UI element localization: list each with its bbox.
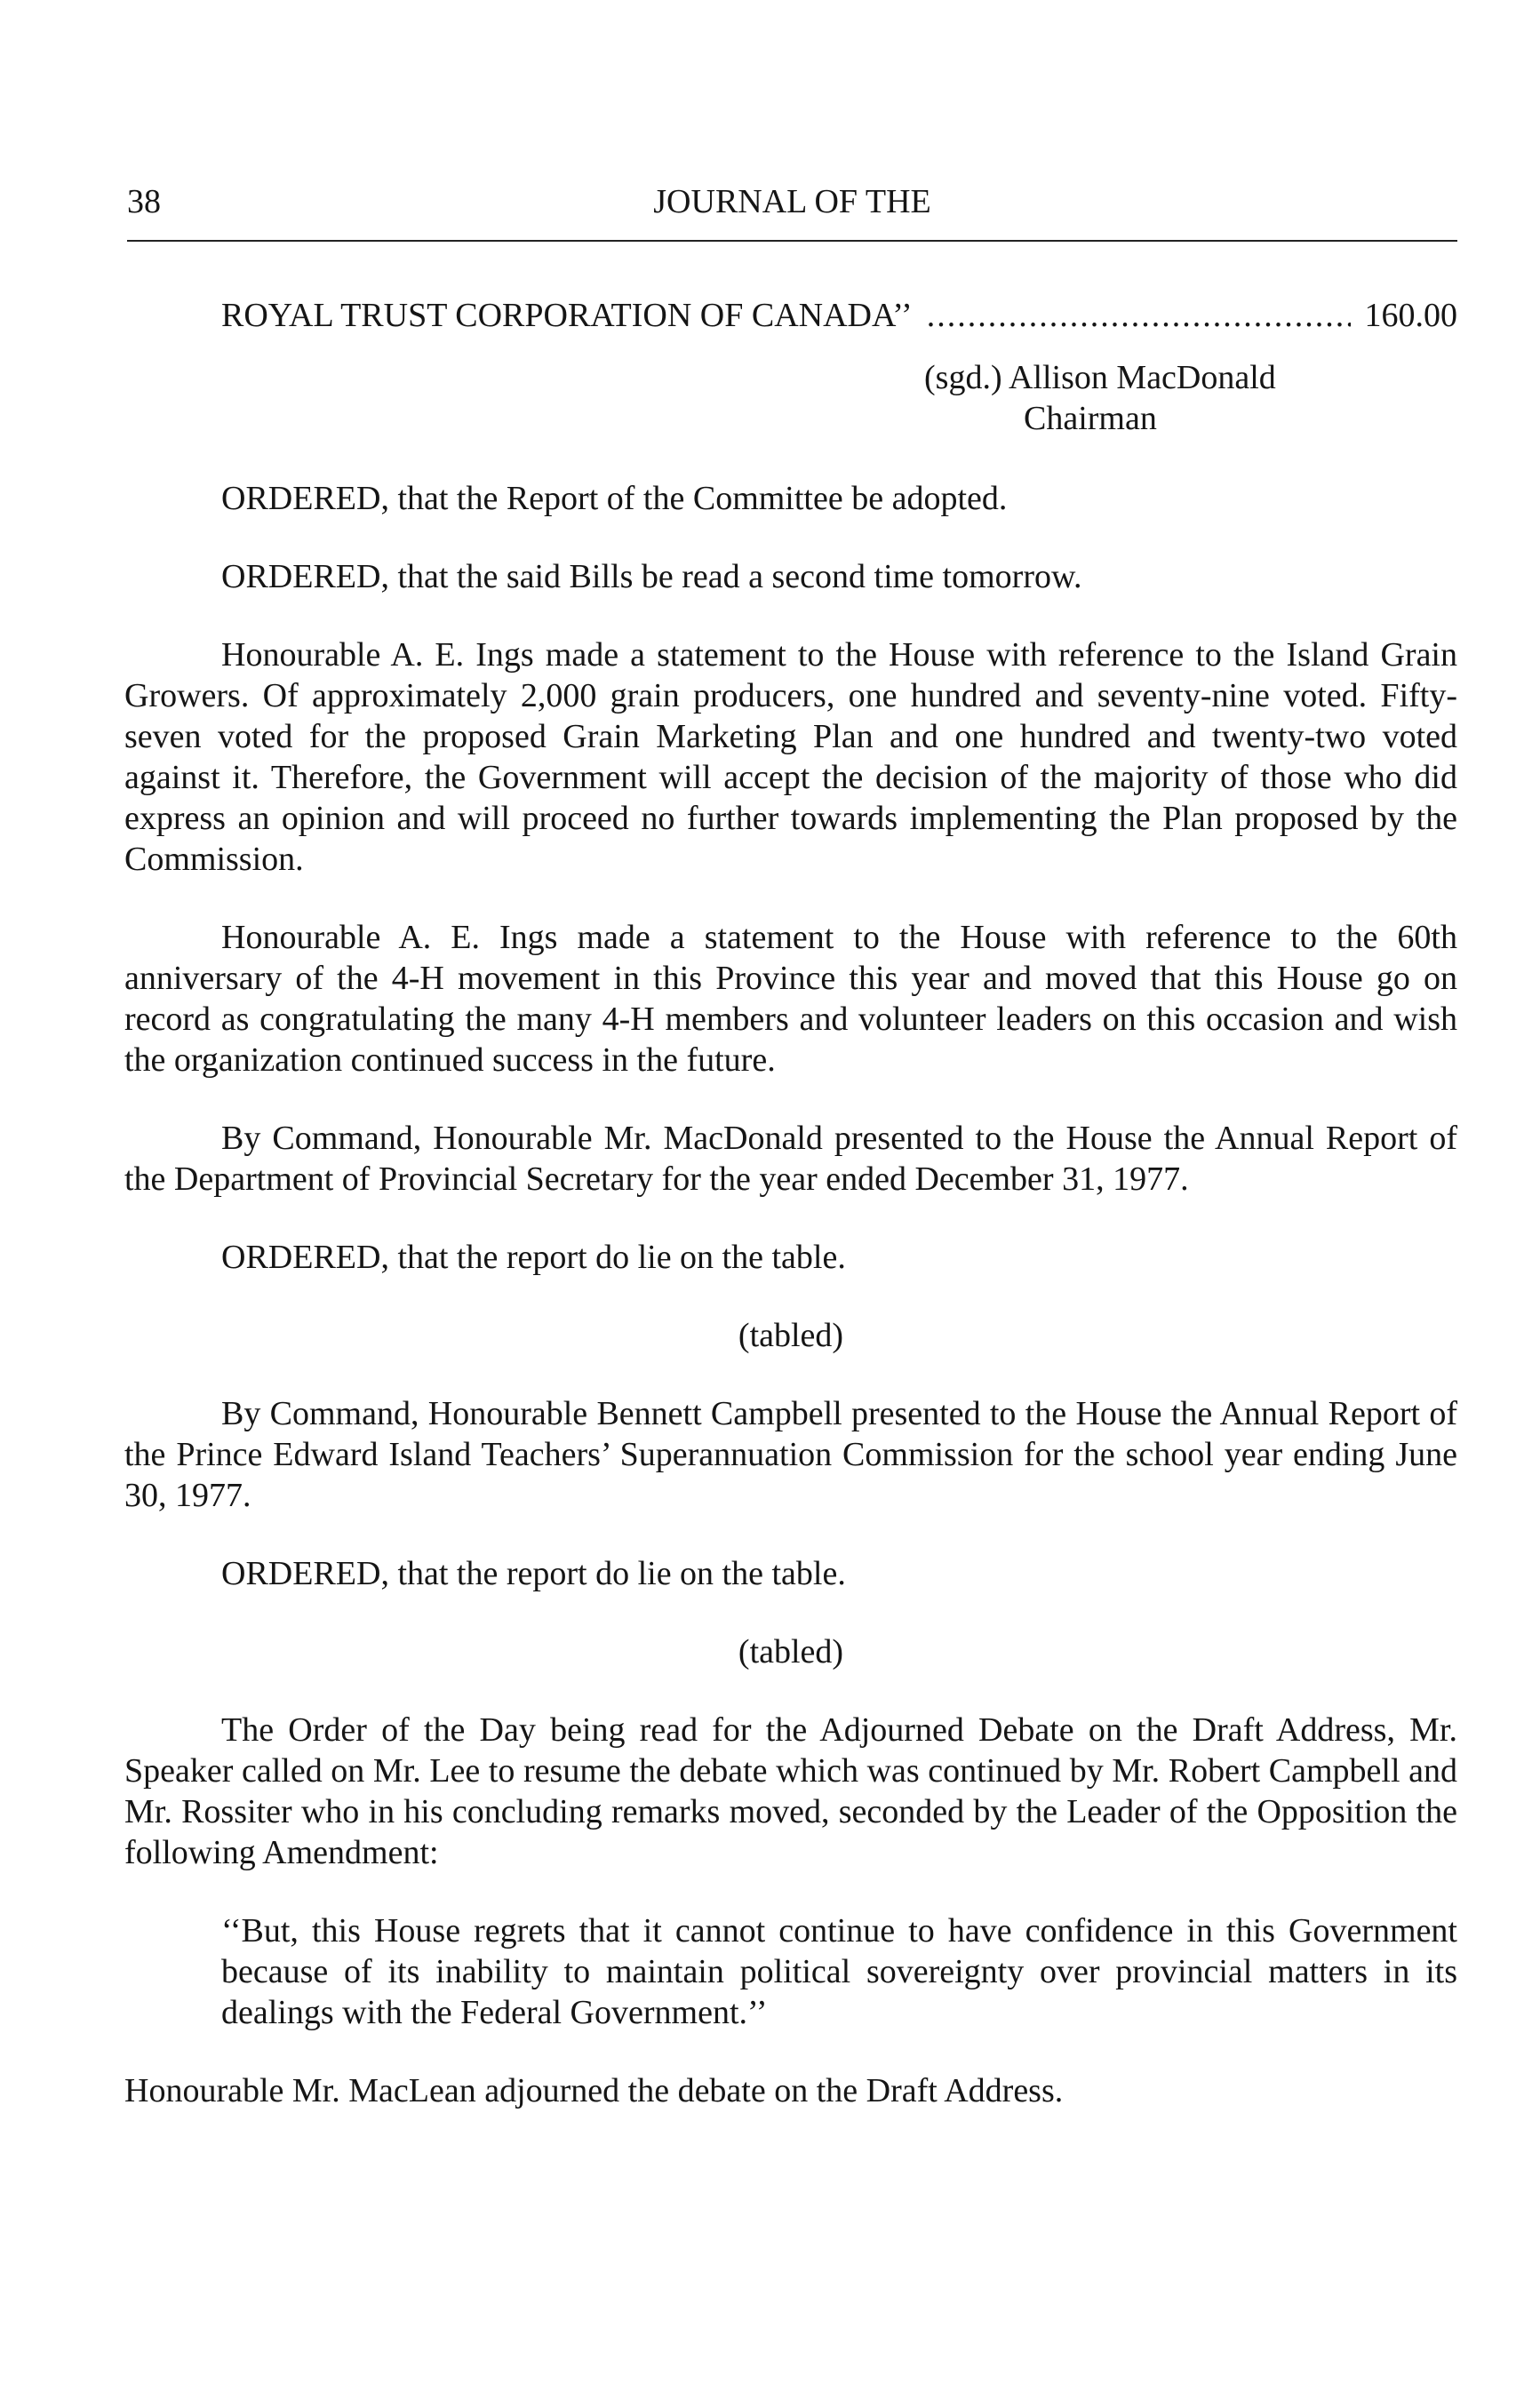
tabled-note-1: (tabled): [738, 1317, 844, 1354]
adjourned-paragraph: Honourable Mr. MacLean adjourned the debate on the Draft Address.: [124, 2072, 1064, 2109]
amendment-quote: ‘‘But, this House regrets that it cannot continue to have confidence in this Government because of its inability to maintain political sovereignty over provincial matters in its dealings with the Federal Government.’’: [221, 1912, 1457, 2031]
signature-title: Chairman: [1024, 400, 1157, 437]
account-name: ROYAL TRUST CORPORATION OF CANADA’’: [221, 297, 913, 334]
page-body: [124, 295, 1457, 2111]
page-header: [127, 179, 1457, 224]
dot-leader: [927, 295, 1351, 336]
tabled-note-2: (tabled): [738, 1633, 844, 1670]
account-amount: 160.00: [1364, 297, 1457, 334]
provincial-secretary-report-paragraph: By Command, Honourable Mr. MacDonald presented to the House the Annual Report of the Department of Provincial Secretary for the year ended December 31, 1977.: [124, 1120, 1457, 1198]
ordered-lie-on-table-2: ORDERED, that the report do lie on the table.: [221, 1555, 846, 1592]
teachers-report-paragraph: By Command, Honourable Bennett Campbell presented to the House the Annual Report of the Prince Edward Island Teachers’ Superannuation Commission for the school year ending June 30, 1977.: [124, 1395, 1457, 1514]
running-head: JOURNAL OF THE: [653, 183, 931, 220]
account-line: [124, 295, 1457, 336]
four-h-statement-paragraph: Honourable A. E. Ings made a statement to the House with reference to the 60th anniversary of the 4-H movement in this Province this year and moved that this House go on record as congratulating the many 4-H members and volunteer leaders on this occasion and wish the organization continued success in the future.: [124, 919, 1457, 1079]
order-of-day-paragraph: The Order of the Day being read for the Adjourned Debate on the Draft Address, Mr. Speaker called on Mr. Lee to resume the debate which was continued by Mr. Robert Campbell and Mr. Rossiter who in his concluding remarks moved, seconded by the Leader of the Opposition the following Amendment:: [124, 1711, 1457, 1871]
grain-statement-paragraph: Honourable A. E. Ings made a statement to the House with reference to the Island Grain Growers. Of approximately 2,000 grain producers, one hundred and seventy-nine voted. Fifty-seven voted for the proposed Grain Marketing Plan and one hundred and twenty-two voted against it. Therefore, the Government will accept the decision of the majority of those who did express an opinion and will proceed no further towards implementing the Plan proposed by the Commission.: [124, 636, 1457, 878]
ordered-adopted: ORDERED, that the Report of the Committee be adopted.: [221, 480, 1008, 517]
header-rule: [127, 240, 1457, 242]
signature-name: (sgd.) Allison MacDonald: [924, 359, 1276, 396]
ordered-second-reading: ORDERED, that the said Bills be read a second time tomorrow.: [221, 558, 1082, 595]
page-number: 38: [127, 183, 161, 220]
ordered-lie-on-table-1: ORDERED, that the report do lie on the table.: [221, 1239, 846, 1276]
